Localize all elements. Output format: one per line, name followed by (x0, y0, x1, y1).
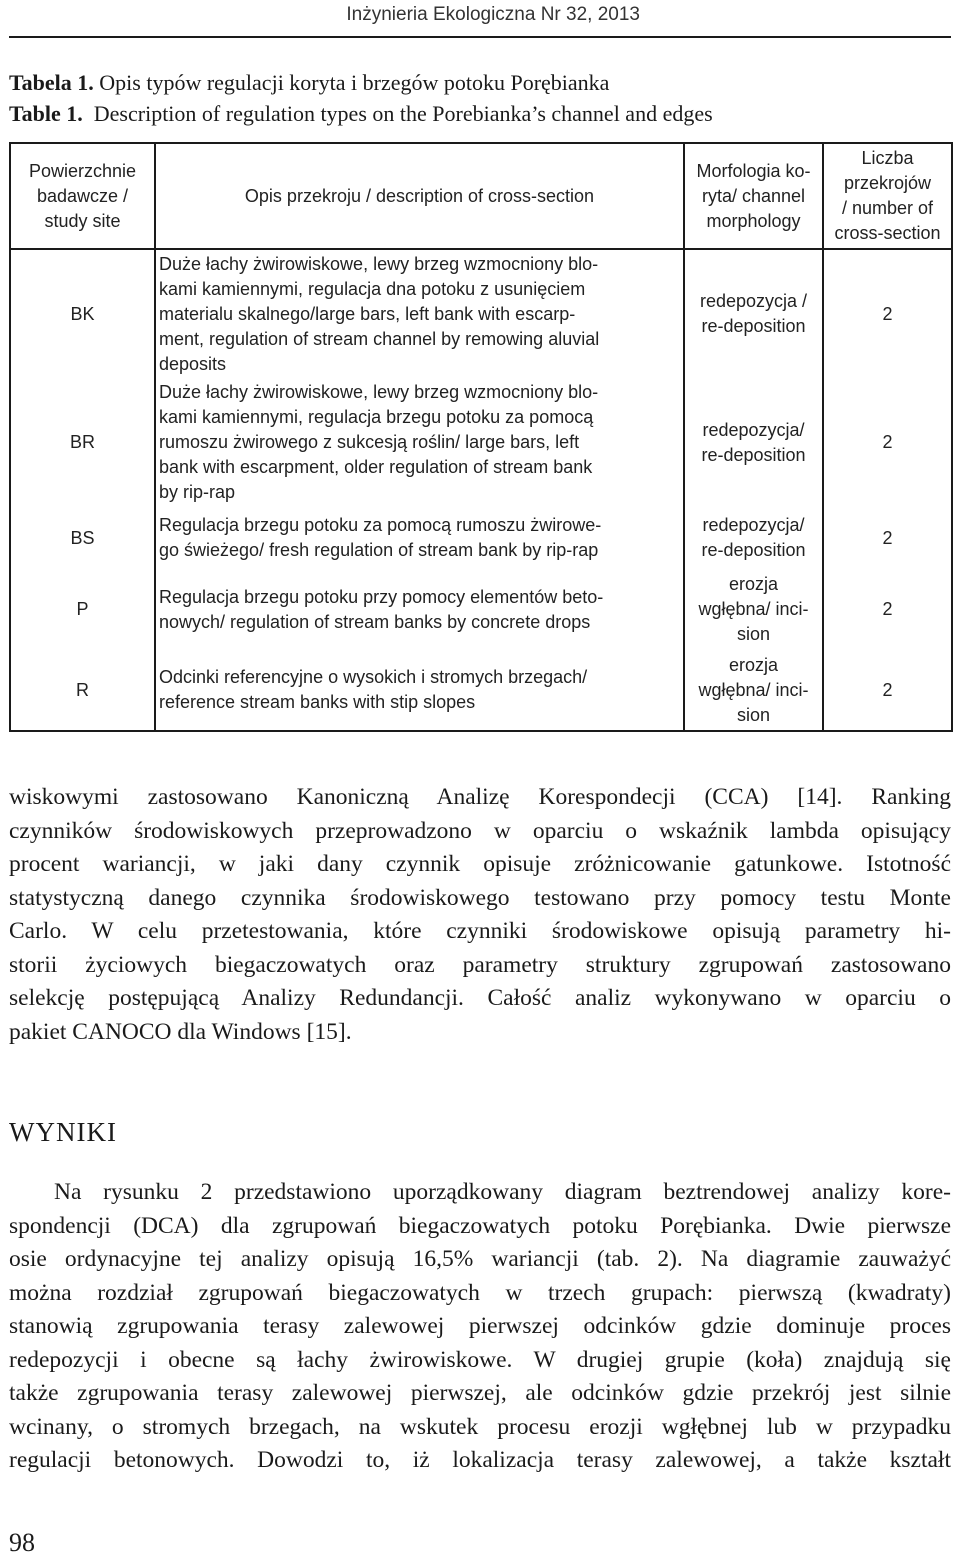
table-row (10, 507, 952, 569)
results-paragraph (9, 1176, 951, 1478)
cell-count: 2 (823, 507, 952, 569)
table-header-row (10, 143, 952, 249)
caption-pl-label: Tabela 1. (9, 70, 94, 95)
caption-pl-text: Opis typów regulacji koryta i brzegów potoku Porębianka (99, 70, 610, 95)
cell-description: Regulacja brzegu potoku przy pomocy elementów beto- nowych/ regulation of stream banks by concrete drops (155, 569, 684, 650)
cell-site: BK (10, 249, 155, 378)
header-morphology: Morfologia ko- ryta/ channel morphology (684, 143, 823, 249)
cell-description: Duże łachy żwirowiskowe, lewy brzeg wzmocniony blo- kami kamiennymi, regulacja dna potoku z usunięciem materialu skalnego/large bars, left bank with escarp- ment, regulation of stream channel by remowing aluvial deposits (155, 249, 684, 378)
methods-paragraph (9, 781, 951, 1049)
header-rule (9, 36, 951, 38)
cell-count: 2 (823, 378, 952, 507)
table-caption-en (9, 101, 949, 127)
cell-site: BR (10, 378, 155, 507)
text-line: procent wariancji, w jaki dany czynnik opisuje zróżnicowanie gatunkowe. Istotność (9, 851, 951, 877)
table-row (10, 249, 952, 378)
text-line: czynników środowiskowych przeprowadzono w oparciu o wskaźnik lambda opisujący (9, 817, 951, 844)
regulation-types-table (9, 142, 953, 732)
text-line: Carlo. W celu przetestowania, które czynniki środowiskowe opisują parametry hi- (9, 918, 951, 944)
text-line: Na rysunku 2 przedstawiono uporządkowany diagram beztrendowej analizy kore- (54, 1179, 951, 1205)
caption-en-text: Description of regulation types on the Porebianka’s channel and edges (93, 101, 713, 126)
text-line: statystyczną danego czynnika środowiskowego testowano przy pomocy testu Monte (9, 884, 951, 911)
header-number-of-cross-sections: Liczba przekrojów / number of cross-section (823, 143, 952, 249)
cell-site: BS (10, 507, 155, 569)
text-line: spondencji (DCA) dla zgrupowań biegaczowatych potoku Porębianka. Dwie pierwsze (9, 1212, 951, 1239)
cell-count: 2 (823, 569, 952, 650)
cell-site: R (10, 650, 155, 731)
table-row (10, 569, 952, 650)
page-number: 98 (9, 1528, 35, 1557)
text-line: także zgrupowania terasy zalewowej pierwszej, ale odcinków gdzie przekrój jest silnie (9, 1380, 951, 1406)
cell-morphology: erozja wgłębna/ inci- sion (684, 569, 823, 650)
text-line: można rozdział zgrupowań biegaczowatych w trzech grupach: pierwszą (kwadraty) (9, 1279, 951, 1306)
cell-morphology: redepozycja / re-deposition (684, 249, 823, 378)
cell-count: 2 (823, 249, 952, 378)
cell-morphology: redepozycja/ re-deposition (684, 378, 823, 507)
cell-description: Regulacja brzegu potoku za pomocą rumoszu żwirowe- go świeżego/ fresh regulation of stream bank by rip-rap (155, 507, 684, 569)
table-row (10, 378, 952, 507)
text-line: wcinany, o stromych brzegach, na wskutek procesu erozji wgłębnej lub w przypadku (9, 1413, 951, 1440)
cell-count: 2 (823, 650, 952, 731)
text-line: regulacji betonowych. Dowodzi to, iż lokalizacja terasy zalewowej, a także kształt (9, 1447, 951, 1473)
section-heading: WYNIKI (9, 1117, 117, 1147)
cell-morphology: erozja wgłębna/ inci- sion (684, 650, 823, 731)
header-description: Opis przekroju / description of cross-section (155, 143, 684, 249)
table-row (10, 650, 952, 731)
cell-site: P (10, 569, 155, 650)
text-line: pakiet CANOCO dla Windows [15]. (9, 1018, 352, 1045)
caption-en-label: Table 1. (9, 101, 83, 126)
text-line: redepozycji i obecne są łachy żwirowiskowe. W drugiej grupie (koła) znajdują się (9, 1346, 951, 1373)
text-line: osie ordynacyjne tej analizy opisują 16,5% wariancji (tab. 2). Na diagramie zauważyć (9, 1246, 951, 1272)
text-line: wiskowymi zastosowano Kanoniczną Analizę Korespondecji (CCA) [14]. Ranking (9, 784, 951, 810)
cell-morphology: redepozycja/ re-deposition (684, 507, 823, 569)
cell-description: Odcinki referencyjne o wysokich i stromych brzegach/ reference stream banks with stip slopes (155, 650, 684, 731)
running-header: Inżynieria Ekologiczna Nr 32, 2013 (346, 4, 640, 25)
text-line: storii życiowych biegaczowatych oraz parametry struktury zgrupowań zastosowano (9, 951, 951, 978)
text-line: selekcję postępującą Analizy Redundancji. Całość analiz wykonywano w oparciu o (9, 985, 951, 1011)
text-line: stanowią zgrupowania terasy zalewowej pierwszej odcinków gdzie dominuje proces (9, 1313, 951, 1339)
header-study-site: Powierzchnie badawcze / study site (10, 143, 155, 249)
table-caption-pl (9, 70, 949, 96)
cell-description: Duże łachy żwirowiskowe, lewy brzeg wzmocniony blo- kami kamiennymi, regulacja brzegu potoku za pomocą rumoszu żwirowego z sukcesją roślin/ large bars, left bank with escarpment, older regulation of stream bank by rip-rap (155, 378, 684, 507)
